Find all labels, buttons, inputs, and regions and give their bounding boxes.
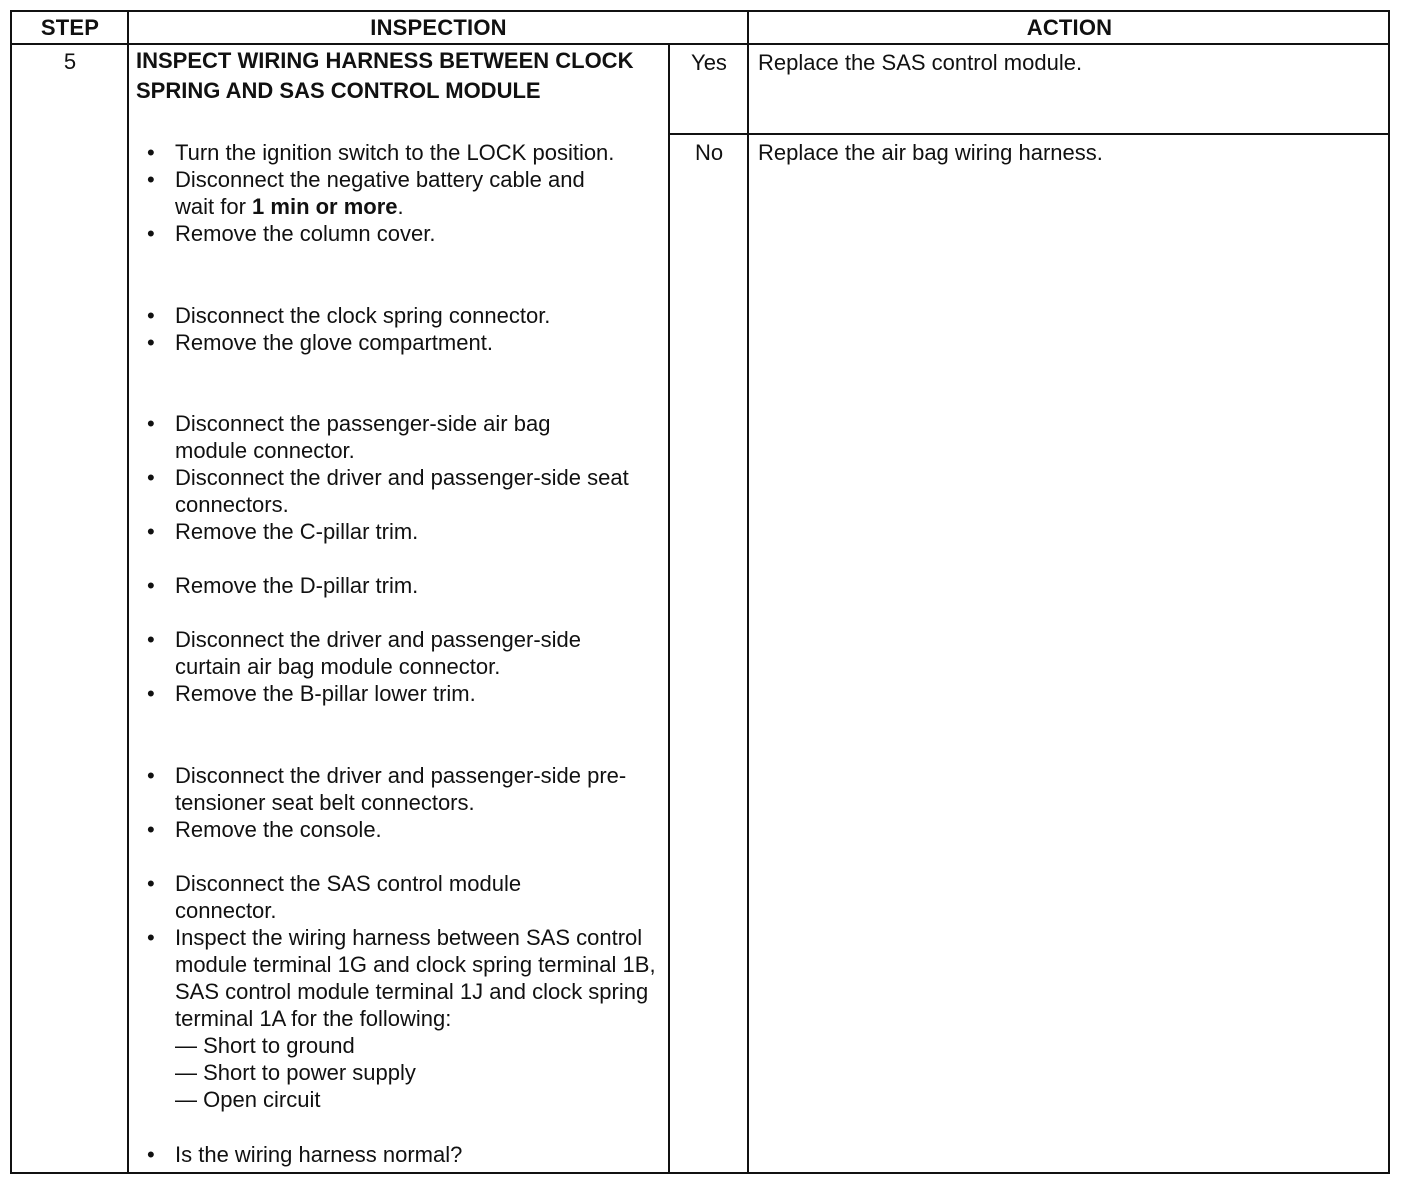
item-text: Remove the C-pillar trim. — [175, 519, 419, 544]
answer-divider — [669, 133, 1388, 135]
bullet: • — [147, 465, 155, 490]
item-text: Remove the D-pillar trim. — [175, 573, 419, 598]
list-item — [147, 762, 637, 816]
step-number: 5 — [63, 49, 77, 74]
item-text: Remove the glove compartment. — [175, 330, 493, 355]
bullet: • — [147, 627, 155, 652]
item-text: Disconnect the driver and passenger-side seat connectors. — [175, 465, 629, 517]
list-item — [147, 924, 662, 1113]
bullet: • — [147, 167, 155, 192]
item-text: . — [397, 194, 404, 219]
no-label: No — [694, 140, 724, 165]
list-item — [147, 1141, 667, 1168]
sub-item: — Short to ground — [175, 1033, 355, 1058]
header-action: ACTION — [1026, 15, 1113, 40]
list-item — [147, 572, 667, 599]
item-text: Disconnect the SAS control module connector. — [175, 871, 522, 923]
bullet: • — [147, 817, 155, 842]
list-item — [147, 680, 667, 707]
item-text: Remove the column cover. — [175, 221, 436, 246]
bullet: • — [147, 1142, 155, 1167]
item-text: Disconnect the negative battery cable and wait for — [175, 167, 585, 219]
item-text: Remove the console. — [175, 817, 382, 842]
sub-item: — Open circuit — [175, 1087, 321, 1112]
header-step: STEP — [40, 15, 100, 40]
item-text: Remove the B-pillar lower trim. — [175, 681, 476, 706]
bullet: • — [147, 573, 155, 598]
column-divider — [668, 44, 670, 1172]
bullet: • — [147, 519, 155, 544]
column-divider — [127, 12, 129, 1172]
bullet: • — [147, 925, 155, 950]
bullet: • — [147, 330, 155, 355]
item-text: Disconnect the clock spring connector. — [175, 303, 551, 328]
bullet: • — [147, 763, 155, 788]
bullet: • — [147, 681, 155, 706]
item-text: Inspect the wiring harness between SAS control module terminal 1G and clock spring terminal 1B, SAS control module terminal 1J and clock spring terminal 1A for the following: — [175, 925, 656, 1031]
bullet: • — [147, 221, 155, 246]
item-text: Disconnect the driver and passenger-side curtain air bag module connector. — [175, 627, 582, 679]
sub-item: — Short to power supply — [175, 1060, 416, 1085]
wait-duration: 1 min or more — [252, 194, 398, 219]
list-item — [147, 816, 667, 843]
list-item — [147, 329, 667, 356]
list-item — [147, 464, 637, 518]
list-item — [147, 166, 627, 220]
bullet: • — [147, 871, 155, 896]
list-item — [147, 220, 667, 247]
bullet: • — [147, 411, 155, 436]
column-divider — [747, 12, 749, 1172]
bullet: • — [147, 303, 155, 328]
no-action: Replace the air bag wiring harness. — [758, 140, 1103, 165]
list-item — [147, 410, 617, 464]
yes-action: Replace the SAS control module. — [758, 50, 1083, 75]
item-text: Disconnect the passenger-side air bag module connector. — [175, 411, 551, 463]
inspection-title: INSPECT WIRING HARNESS BETWEEN CLOCK SPRING AND SAS CONTROL MODULE — [136, 48, 634, 103]
list-item — [147, 626, 637, 680]
item-text: Is the wiring harness normal? — [175, 1142, 463, 1167]
bullet: • — [147, 140, 155, 165]
yes-label: Yes — [691, 50, 727, 75]
list-item — [147, 870, 592, 924]
item-text: Turn the ignition switch to the LOCK position. — [175, 140, 615, 165]
list-item — [147, 302, 667, 329]
list-item — [147, 518, 667, 545]
list-item — [147, 139, 667, 166]
item-text: Disconnect the driver and passenger-side pre-tensioner seat belt connectors. — [175, 763, 627, 815]
diagnostic-table — [10, 10, 1390, 1174]
header-inspection: INSPECTION — [370, 15, 507, 40]
